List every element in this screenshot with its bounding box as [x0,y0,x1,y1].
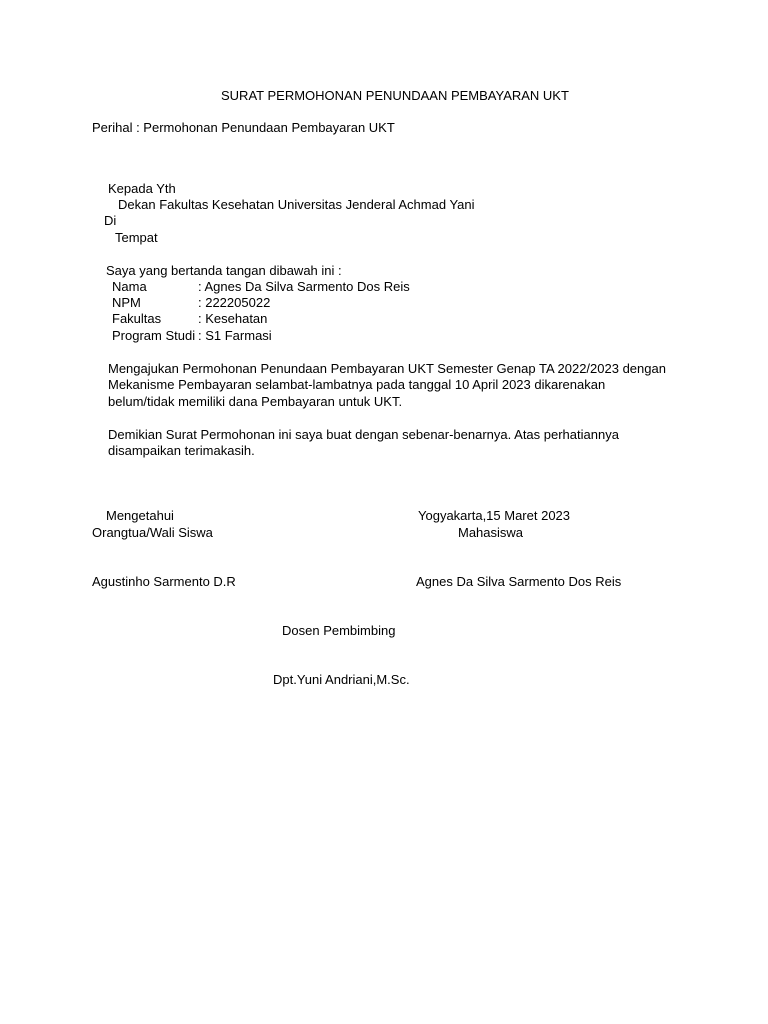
sig-mahasiswa: Mahasiswa [458,525,524,540]
identity-prodi-value: : S1 Farmasi [198,328,272,343]
body-line-1: Mengajukan Permohonan Penundaan Pembayaran UKT Semester Genap TA 2022/2023 dengan [108,361,666,376]
identity-npm-value: : 222205022 [198,295,271,310]
identity-nama-label: Nama [112,279,147,294]
closing-line-2: disampaikan terimakasih. [108,443,255,458]
identity-nama-value: : Agnes Da Silva Sarmento Dos Reis [198,279,410,294]
identity-fakultas-label: Fakultas [112,311,162,326]
sig-place-date: Yogyakarta,15 Maret 2023 [418,508,571,523]
perihal-line: Perihal : Permohonan Penundaan Pembayaran UKT [92,120,395,135]
intro-text: Saya yang bertanda tangan dibawah ini : [106,263,342,278]
sig-student-name: Agnes Da Silva Sarmento Dos Reis [416,574,622,589]
closing-line-1: Demikian Surat Permohonan ini saya buat dengan sebenar-benarnya. Atas perhatiannya [108,427,619,442]
body-line-3: belum/tidak memiliki dana Pembayaran untuk UKT. [108,394,403,409]
recipient-tempat: Tempat [115,230,158,245]
recipient-kepada: Kepada Yth [108,181,176,196]
sig-mengetahui: Mengetahui [106,508,174,523]
recipient-di: Di [104,213,117,228]
sig-orangtua: Orangtua/Wali Siswa [92,525,213,540]
sig-dosen-name: Dpt.Yuni Andriani,M.Sc. [273,672,410,687]
sig-parent-name: Agustinho Sarmento D.R [92,574,236,589]
identity-prodi-label: Program Studi [112,328,196,343]
sig-dosen-label: Dosen Pembimbing [282,623,396,638]
letter-title: SURAT PERMOHONAN PENUNDAAN PEMBAYARAN UKT [221,88,569,103]
identity-fakultas-value: : Kesehatan [198,311,268,326]
identity-npm-label: NPM [112,295,141,310]
recipient-dekan: Dekan Fakultas Kesehatan Universitas Jenderal Achmad Yani [118,197,475,212]
body-line-2: Mekanisme Pembayaran selambat-lambatnya pada tanggal 10 April 2023 dikarenakan [108,377,606,392]
